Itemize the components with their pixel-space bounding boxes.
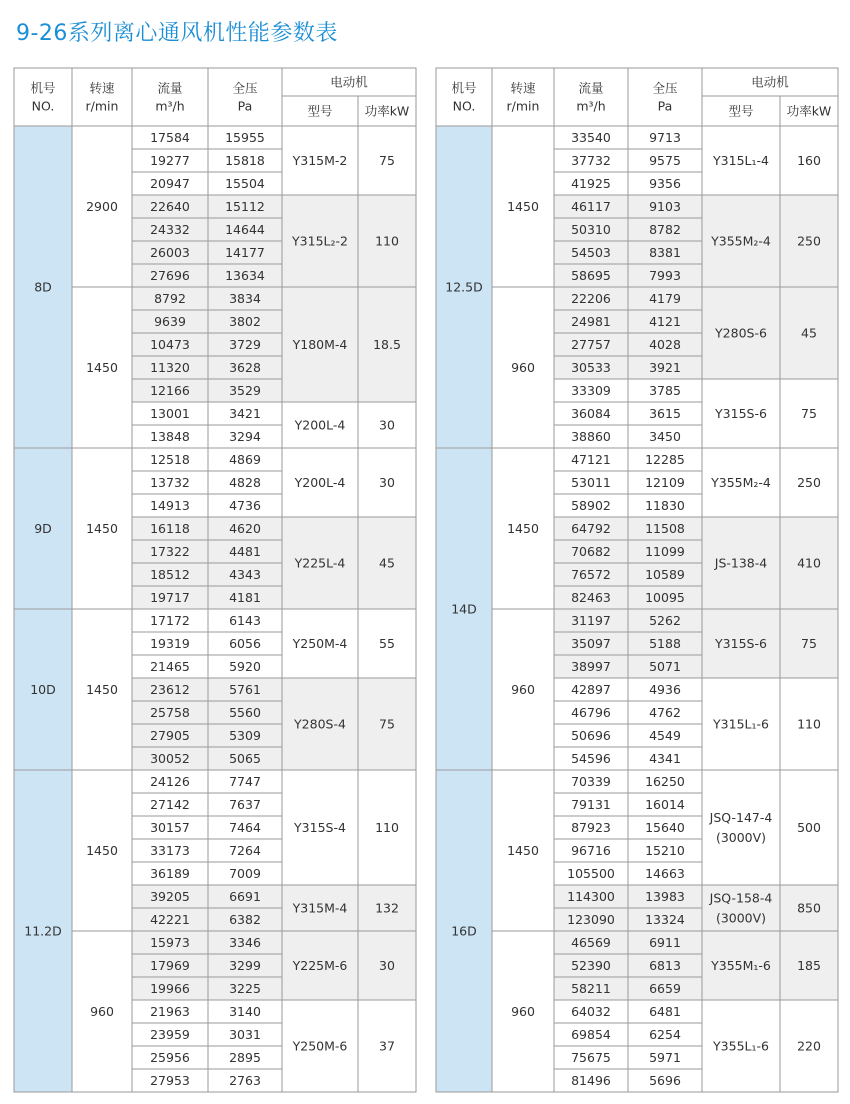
pressure-value: 6691 [229,889,261,904]
pressure-value: 7637 [229,797,261,812]
pressure-value: 3729 [229,337,261,352]
header-motor: 电动机 [751,74,789,90]
motor-power: 160 [797,153,821,168]
pressure-value: 10589 [645,567,685,582]
flow-value: 12166 [150,383,190,398]
flow-value: 19966 [150,981,190,996]
flow-value: 47121 [571,452,611,467]
pressure-value: 2895 [229,1050,261,1065]
motor-power: 55 [379,636,395,651]
flow-value: 13848 [150,429,190,444]
header-pressure-unit: Pa [237,98,253,114]
pressure-value: 9575 [649,153,681,168]
flow-value: 58695 [571,268,611,283]
pressure-value: 4481 [229,544,261,559]
performance-table [436,68,838,1092]
motor-type: Y355M₁-6 [711,958,771,973]
flow-value: 17322 [150,544,190,559]
pressure-value: 5065 [229,751,261,766]
pressure-value: 4828 [229,475,261,490]
header-speed-unit: r/min [506,98,540,114]
motor-type: Y315S-6 [715,636,767,651]
flow-value: 23959 [150,1027,190,1042]
flow-value: 50310 [571,222,611,237]
machine-no: 11.2D [24,923,62,939]
header-pressure: 全压 [652,80,678,96]
pressure-value: 14663 [645,866,685,881]
pressure-value: 5920 [229,659,261,674]
motor-type: Y315L₂-2 [292,233,348,249]
flow-value: 19717 [150,590,190,605]
flow-value: 22206 [571,291,611,306]
flow-value: 17172 [150,613,190,628]
motor-power: 75 [801,636,817,651]
pressure-value: 15955 [225,130,265,145]
motor-type: Y355L₁-6 [713,1038,769,1054]
pressure-value: 3140 [229,1004,261,1019]
pressure-value: 16014 [645,797,685,812]
pressure-value: 15112 [225,199,265,214]
pressure-value: 4736 [229,498,261,513]
pressure-value: 10095 [645,590,685,605]
header-pressure-unit: Pa [657,98,673,114]
pressure-value: 6481 [649,1004,681,1019]
motor-type: Y225M-6 [292,958,348,973]
header-speed: 转速 [510,80,536,96]
machine-no: 12.5D [445,279,483,295]
pressure-value: 4620 [229,521,261,536]
header-model-no-en: NO. [452,98,476,114]
header-flow: 流量 [157,80,183,96]
flow-value: 8792 [154,291,186,306]
flow-value: 46569 [571,935,611,950]
speed-value: 1450 [507,199,539,214]
pressure-value: 15818 [225,153,265,168]
header-flow-unit: m³/h [155,98,185,114]
motor-voltage: (3000V) [715,830,767,845]
speed-value: 960 [90,1004,114,1019]
header-motor-power: 功率kW [786,103,832,119]
flow-value: 46117 [571,199,611,214]
flow-value: 58902 [571,498,611,513]
flow-value: 27953 [150,1073,190,1088]
pressure-value: 3421 [229,406,261,421]
flow-value: 31197 [571,613,611,628]
pressure-value: 15640 [645,820,685,835]
motor-type: Y315M-4 [292,900,348,916]
machine-no: 9D [34,521,52,536]
pressure-value: 3834 [229,291,261,306]
motor-power: 850 [797,900,821,916]
flow-value: 70339 [571,774,611,789]
flow-value: 24332 [150,222,190,237]
flow-value: 114300 [567,889,615,904]
header-motor: 电动机 [330,74,368,90]
flow-value: 64032 [571,1004,611,1019]
motor-power: 75 [801,406,817,421]
machine-no: 16D [451,923,477,939]
pressure-value: 9103 [649,199,681,214]
pressure-value: 4549 [649,728,681,743]
pressure-value: 2763 [229,1073,261,1088]
speed-value: 960 [511,1004,535,1019]
pressure-value: 6382 [229,912,261,927]
motor-type: Y200L-4 [294,475,346,490]
flow-value: 38997 [571,659,611,674]
motor-type: Y315M-2 [292,153,348,168]
flow-value: 19277 [150,153,190,168]
pressure-value: 7464 [229,820,261,835]
flow-value: 64792 [571,521,611,536]
flow-value: 123090 [567,912,615,927]
pressure-value: 5560 [229,705,261,720]
motor-power: 110 [797,716,821,732]
pressure-value: 8782 [649,222,681,237]
flow-value: 36189 [150,866,190,881]
flow-value: 96716 [571,843,611,858]
pressure-value: 7264 [229,843,261,858]
pressure-value: 3346 [229,935,261,950]
header-motor-type: 型号 [728,103,754,119]
flow-value: 33540 [571,130,611,145]
speed-value: 1450 [86,843,118,858]
flow-value: 25758 [150,705,190,720]
flow-value: 70682 [571,544,611,559]
motor-type: Y200L-4 [294,417,346,433]
flow-value: 41925 [571,176,611,191]
flow-value: 27905 [150,728,190,743]
pressure-value: 15210 [645,843,685,858]
flow-value: 25956 [150,1050,190,1065]
pressure-value: 5696 [649,1073,681,1088]
flow-value: 38860 [571,429,611,444]
speed-value: 1450 [507,521,539,536]
pressure-value: 3294 [229,429,261,444]
performance-table [14,68,416,1092]
pressure-value: 3785 [649,383,681,398]
motor-type: Y355M₂-4 [711,475,771,490]
pressure-value: 9356 [649,176,681,191]
speed-value: 1450 [86,682,118,697]
motor-power: 110 [375,233,399,249]
motor-type: Y280S-6 [715,325,767,341]
header-motor-type: 型号 [307,103,333,119]
motor-power: 30 [379,417,395,433]
flow-value: 30157 [150,820,190,835]
header-motor-power: 功率kW [364,103,410,119]
flow-value: 75675 [571,1050,611,1065]
motor-power: 75 [379,153,395,168]
flow-value: 18512 [150,567,190,582]
pressure-value: 5761 [229,682,261,697]
machine-no: 14D [451,601,477,617]
motor-power: 250 [797,475,821,490]
flow-value: 50696 [571,728,611,743]
motor-power: 45 [379,555,395,571]
motor-type: Y280S-4 [294,716,346,732]
pressure-value: 4869 [229,452,261,467]
flow-value: 76572 [571,567,611,582]
flow-value: 46796 [571,705,611,720]
flow-value: 58211 [571,981,611,996]
pressure-value: 3628 [229,360,261,375]
motor-type: JSQ-158-4 [709,890,773,906]
speed-value: 2900 [86,199,118,214]
motor-type: Y315S-6 [715,406,767,421]
flow-value: 14913 [150,498,190,513]
flow-value: 33173 [150,843,190,858]
pressure-value: 5971 [649,1050,681,1065]
pressure-value: 4341 [649,751,681,766]
flow-value: 22640 [150,199,190,214]
pressure-value: 7009 [229,866,261,881]
header-model-no: 机号 [451,80,477,96]
pressure-value: 14177 [225,245,265,260]
flow-value: 26003 [150,245,190,260]
flow-value: 13732 [150,475,190,490]
pressure-value: 3450 [649,429,681,444]
motor-type: JSQ-147-4 [709,810,773,825]
flow-value: 17969 [150,958,190,973]
pressure-value: 13634 [225,268,265,283]
motor-power: 500 [797,820,821,835]
motor-type: Y315L₁-6 [713,716,769,732]
pressure-value: 6911 [649,935,681,950]
flow-value: 42221 [150,912,190,927]
flow-value: 36084 [571,406,611,421]
pressure-value: 3299 [229,958,261,973]
header-flow: 流量 [578,80,604,96]
flow-value: 54503 [571,245,611,260]
motor-power: 45 [801,325,817,341]
flow-value: 37732 [571,153,611,168]
pressure-value: 5262 [649,613,681,628]
pressure-value: 5309 [229,728,261,743]
pressure-value: 8381 [649,245,681,260]
flow-value: 10473 [150,337,190,352]
header-pressure: 全压 [232,80,258,96]
motor-type: Y180M-4 [292,337,348,352]
motor-power: 185 [797,958,821,973]
speed-value: 1450 [86,360,118,375]
pressure-value: 6659 [649,981,681,996]
motor-type: JS-138-4 [714,555,768,571]
flow-value: 23612 [150,682,190,697]
pressure-value: 13324 [645,912,685,927]
pressure-value: 4343 [229,567,261,582]
motor-type: Y315S-4 [294,820,346,835]
flow-value: 27142 [150,797,190,812]
flow-value: 52390 [571,958,611,973]
motor-power: 30 [379,958,395,973]
pressure-value: 4028 [649,337,681,352]
flow-value: 33309 [571,383,611,398]
flow-value: 53011 [571,475,611,490]
flow-value: 79131 [571,797,611,812]
pressure-value: 15504 [225,176,265,191]
pressure-value: 11099 [645,544,685,559]
speed-value: 960 [511,360,535,375]
flow-value: 15973 [150,935,190,950]
motor-type: Y250M-4 [292,636,348,651]
motor-power: 18.5 [373,337,401,352]
flow-value: 11320 [150,360,190,375]
motor-power: 410 [797,555,821,571]
speed-value: 1450 [86,521,118,536]
flow-value: 105500 [567,866,615,881]
motor-power: 110 [375,820,399,835]
flow-value: 30052 [150,751,190,766]
speed-value: 960 [511,682,535,697]
flow-value: 24981 [571,314,611,329]
page-title: 9-26系列离心通风机性能参数表 [16,21,338,46]
flow-value: 27696 [150,268,190,283]
flow-value: 81496 [571,1073,611,1088]
pressure-value: 4762 [649,705,681,720]
pressure-value: 12285 [645,452,685,467]
pressure-value: 16250 [645,774,685,789]
header-model-no-en: NO. [31,98,55,114]
pressure-value: 5188 [649,636,681,651]
pressure-value: 4121 [649,314,681,329]
header-model-no: 机号 [30,80,56,96]
pressure-value: 14644 [225,222,265,237]
pressure-value: 3615 [649,406,681,421]
flow-value: 42897 [571,682,611,697]
flow-value: 27757 [571,337,611,352]
motor-power: 30 [379,475,395,490]
flow-value: 12518 [150,452,190,467]
flow-value: 82463 [571,590,611,605]
motor-power: 132 [375,900,399,916]
machine-no: 8D [34,279,52,295]
pressure-value: 3529 [229,383,261,398]
flow-value: 20947 [150,176,190,191]
flow-value: 13001 [150,406,190,421]
motor-type: Y315L₁-4 [713,153,769,168]
pressure-value: 3802 [229,314,261,329]
flow-value: 19319 [150,636,190,651]
flow-value: 69854 [571,1027,611,1042]
header-flow-unit: m³/h [576,98,606,114]
flow-value: 21465 [150,659,190,674]
pressure-value: 7747 [229,774,261,789]
pressure-value: 11830 [645,498,685,513]
pressure-value: 3225 [229,981,261,996]
motor-type: Y250M-6 [292,1038,348,1054]
flow-value: 16118 [150,521,190,536]
flow-value: 17584 [150,130,190,145]
machine-no: 10D [30,682,56,697]
flow-value: 30533 [571,360,611,375]
pressure-value: 11508 [645,521,685,536]
flow-value: 87923 [571,820,611,835]
pressure-value: 3921 [649,360,681,375]
flow-value: 9639 [154,314,186,329]
pressure-value: 12109 [645,475,685,490]
pressure-value: 7993 [649,268,681,283]
pressure-value: 5071 [649,659,681,674]
flow-value: 54596 [571,751,611,766]
pressure-value: 9713 [649,130,681,145]
flow-value: 39205 [150,889,190,904]
motor-power: 250 [797,233,821,249]
motor-type: Y225L-4 [294,555,346,571]
flow-value: 35097 [571,636,611,651]
pressure-value: 6056 [229,636,261,651]
pressure-value: 6254 [649,1027,681,1042]
pressure-value: 6143 [229,613,261,628]
header-speed-unit: r/min [85,98,119,114]
flow-value: 21963 [150,1004,190,1019]
speed-value: 1450 [507,843,539,858]
pressure-value: 13983 [645,889,685,904]
motor-power: 37 [379,1038,395,1054]
header-speed: 转速 [89,80,115,96]
pressure-value: 6813 [649,958,681,973]
motor-type: Y355M₂-4 [711,233,771,249]
pressure-value: 4181 [229,590,261,605]
pressure-value: 3031 [229,1027,261,1042]
pressure-value: 4936 [649,682,681,697]
motor-power: 75 [379,716,395,732]
motor-power: 220 [797,1038,821,1054]
flow-value: 24126 [150,774,190,789]
pressure-value: 4179 [649,291,681,306]
motor-voltage: (3000V) [715,910,767,926]
